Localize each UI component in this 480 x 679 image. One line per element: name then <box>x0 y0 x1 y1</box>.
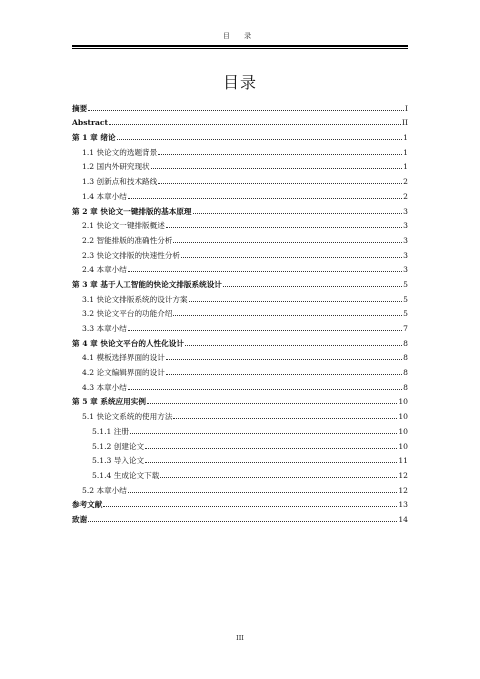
toc-entry-title: Abstract <box>72 118 109 128</box>
toc-entry-title: 摘要 <box>72 103 88 113</box>
toc-entry-page: 5 <box>403 279 408 289</box>
toc-entry[interactable] <box>72 201 408 216</box>
toc-leader-dots <box>181 255 402 258</box>
toc-entry[interactable] <box>72 406 408 421</box>
toc-leader-dots <box>166 225 402 228</box>
toc-entry-title: 1.1 快论文的选题背景 <box>82 147 158 157</box>
toc-entry[interactable] <box>72 289 408 304</box>
toc-entry-page: 1 <box>403 133 408 143</box>
toc-entry-page: 2 <box>403 177 408 187</box>
toc-entry[interactable] <box>72 157 408 172</box>
toc-entry-title: 3.2 快论文平台的功能介绍 <box>82 309 173 319</box>
toc-entry-title: 致谢 <box>72 514 88 524</box>
toc-entry-page: 10 <box>398 426 408 436</box>
toc-entry-title: 4.3 本章小结 <box>82 382 127 392</box>
toc-entry[interactable] <box>72 392 408 407</box>
toc-leader-dots <box>88 519 397 522</box>
toc-entry[interactable] <box>72 274 408 289</box>
toc-entry-page: 3 <box>403 206 408 216</box>
toc-leader-dots <box>166 372 402 375</box>
toc-leader-dots <box>185 343 402 346</box>
toc-leader-dots <box>103 504 397 507</box>
toc-entry-title: 第 1 章 绪论 <box>72 133 116 143</box>
toc-entry-page: 10 <box>398 441 408 451</box>
toc-entry-title: 5.1.2 创建论文 <box>92 441 145 451</box>
toc-entry-page: 12 <box>398 470 408 480</box>
toc-entry[interactable] <box>72 304 408 319</box>
toc-entry[interactable] <box>72 377 408 392</box>
toc-entry-page: 3 <box>403 221 408 231</box>
toc-leader-dots <box>109 122 401 125</box>
toc-entry-page: 8 <box>403 368 408 378</box>
toc-leader-dots <box>193 211 403 214</box>
toc-leader-dots <box>128 196 402 199</box>
toc-leader-dots <box>151 166 403 169</box>
toc-leader-dots <box>166 357 402 360</box>
toc-entry-title: 5.1.4 生成论文下载 <box>92 470 160 480</box>
toc-entry[interactable] <box>72 245 408 260</box>
toc-entry[interactable] <box>72 436 408 451</box>
toc-entry[interactable] <box>72 362 408 377</box>
toc-leader-dots <box>147 401 397 404</box>
toc-entry-page: 10 <box>398 412 408 422</box>
toc-leader-dots <box>128 387 402 390</box>
toc-leader-dots <box>173 416 397 419</box>
toc-entry-page: 14 <box>398 514 408 524</box>
toc-leader-dots <box>145 460 397 463</box>
toc-entry-title: 第 2 章 快论文一键排版的基本原理 <box>72 206 192 216</box>
toc-entry-title: 4.1 模板选择界面的设计 <box>82 353 165 363</box>
toc-entry-page: 10 <box>398 397 408 407</box>
toc-entry-page: 3 <box>403 265 408 275</box>
toc-entry-page: 5 <box>403 294 408 304</box>
toc-entry[interactable] <box>72 451 408 466</box>
toc-entry[interactable] <box>72 421 408 436</box>
running-header: 目 录 <box>222 32 258 40</box>
toc-entry-title: 第 5 章 系统应用实例 <box>72 397 146 407</box>
toc-entry-page: 3 <box>403 235 408 245</box>
toc-entry-page: I <box>405 103 408 113</box>
toc-entry-page: 1 <box>403 162 408 172</box>
toc-entry-title: 3.3 本章小结 <box>82 324 127 333</box>
toc-entry-title: 1.3 创新点和技术路线 <box>82 177 158 187</box>
toc-leader-dots <box>117 137 403 140</box>
toc-entry-title: 5.2 本章小结 <box>82 485 127 495</box>
toc-entry-page: 12 <box>398 485 408 495</box>
toc-entry-title: 第 3 章 基于人工智能的快论文排版系统设计 <box>72 279 222 289</box>
toc-entry[interactable] <box>72 127 408 142</box>
page-number: III <box>236 634 244 642</box>
toc-entry-title: 第 4 章 快论文平台的人性化设计 <box>72 338 184 348</box>
toc-leader-dots <box>88 108 404 111</box>
toc-entry[interactable] <box>72 348 408 363</box>
toc-entry[interactable] <box>72 230 408 245</box>
toc-leader-dots <box>158 181 402 184</box>
toc-entry-title: 2.3 快论文排版的快速性分析 <box>82 250 181 260</box>
toc-entry-title: 3.1 快论文排版系统的设计方案 <box>82 294 188 304</box>
toc-entry-title: 4.2 论文编辑界面的设计 <box>82 368 165 378</box>
toc-entry[interactable] <box>72 495 408 510</box>
toc-leader-dots <box>128 490 397 493</box>
toc-entry[interactable] <box>72 186 408 201</box>
toc-entry[interactable] <box>72 171 408 186</box>
toc-entry-page: 1 <box>403 147 408 157</box>
toc-entry-page: II <box>402 118 408 128</box>
toc-leader-dots <box>158 152 402 155</box>
toc-entry-title: 参考文献 <box>72 500 103 510</box>
toc-leader-dots <box>223 284 402 287</box>
toc-entry-title: 5.1.1 注册 <box>92 426 129 436</box>
toc-leader-dots <box>130 431 397 434</box>
toc-leader-dots <box>189 299 403 302</box>
toc-entry-title: 2.4 本章小结 <box>82 265 127 275</box>
toc-entry[interactable] <box>72 142 408 157</box>
toc-entry-page: 8 <box>403 353 408 363</box>
toc-entry[interactable] <box>72 465 408 480</box>
toc-entry[interactable] <box>72 113 408 128</box>
toc-entry-title: 2.2 智能排版的准确性分析 <box>82 235 173 245</box>
header-rule-thin <box>72 48 408 49</box>
toc-leader-dots <box>145 446 397 449</box>
toc-entry-page: 5 <box>403 309 408 319</box>
header-rule-thick <box>72 45 408 47</box>
toc-entry[interactable] <box>72 216 408 231</box>
toc-leader-dots <box>160 475 397 478</box>
toc-entry[interactable] <box>72 260 408 275</box>
toc-entry-title: 1.4 本章小结 <box>82 191 127 201</box>
toc-entry-page: 2 <box>403 191 408 201</box>
toc-entry-title: 2.1 快论文一键排版概述 <box>82 221 165 231</box>
toc-entry[interactable] <box>72 509 408 524</box>
toc-entry-page: 11 <box>398 456 408 466</box>
toc-entry-page: 7 <box>403 324 408 333</box>
toc-entry-page: 3 <box>403 250 408 260</box>
toc-leader-dots <box>128 269 402 272</box>
toc-entry-page: 8 <box>403 338 408 348</box>
toc-entry-page: 8 <box>403 382 408 392</box>
toc-entry[interactable] <box>72 333 408 348</box>
toc-leader-dots <box>128 328 402 331</box>
toc-entry-page: 13 <box>398 500 408 510</box>
toc-entry[interactable] <box>72 98 408 113</box>
toc-leader-dots <box>173 240 402 243</box>
toc-entry[interactable] <box>72 318 408 333</box>
toc-entry-title: 1.2 国内外研究现状 <box>82 162 150 172</box>
toc-entry-title: 5.1.3 导入论文 <box>92 456 145 466</box>
toc-entry-title: 5.1 快论文系统的使用方法 <box>82 412 173 422</box>
toc-leader-dots <box>173 313 402 316</box>
page-title: 目录 <box>222 73 257 92</box>
toc-entry[interactable] <box>72 480 408 495</box>
table-of-contents <box>72 98 408 524</box>
